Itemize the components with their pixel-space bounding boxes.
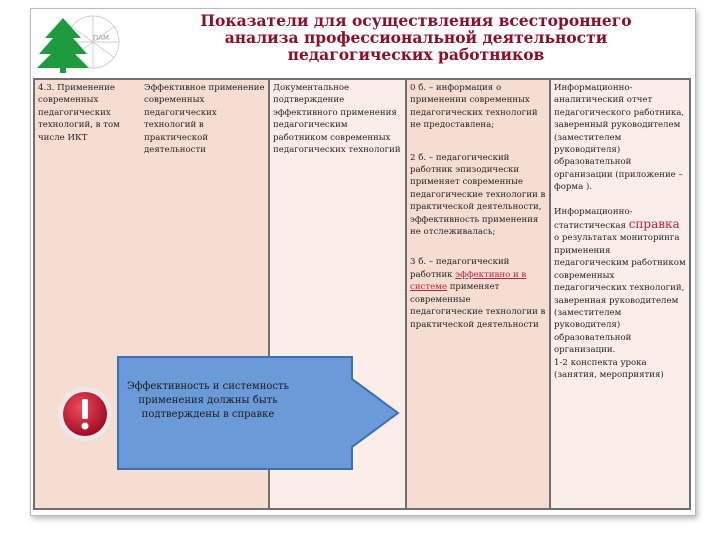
criterion-text: Эффективное применение современных педагогических технологий в практической деятельности <box>144 83 265 156</box>
documents-cell <box>549 80 689 508</box>
title-line-2: анализа профессиональной деятельности <box>224 28 608 47</box>
document-notes-text: 1-2 конспекта урока (занятия, мероприятия) <box>554 357 664 380</box>
scoring-cell <box>405 80 549 508</box>
score-3-text <box>410 256 546 330</box>
callout-text: Эффективность и системность применения должны быть подтверждены в справке <box>127 381 289 420</box>
document-report-text: Информационно-аналитический отчет педагогического работника, заверенный руководителем (заместителем руководителя) образовательной организации (приложение – форма ). <box>554 83 685 193</box>
score-3-post: применяет современные педагогические технологии в практической деятельности <box>410 282 546 330</box>
indicator-text: 4.3. Применение современных педагогических технологий, в том числе ИКТ <box>38 83 120 143</box>
score-3-emphasis: эффективно и в системе <box>410 269 527 293</box>
reference-highlight: справка <box>628 217 680 232</box>
document-reference-head: Информационно-статистическая <box>554 206 633 232</box>
title-line-3: педагогических работников <box>287 45 545 64</box>
page-title <box>148 12 684 63</box>
score-2-text: 2 б. – педагогический работник эпизодически применяет современные педагогические технологии в практической деятельности, эффективность применения не отслеживалась; <box>410 152 546 238</box>
tree-logo-icon <box>33 12 133 74</box>
logo-text: ПАМ <box>93 34 110 42</box>
score-3-pre: 3 б. – педагогический работник <box>410 257 510 280</box>
title-line-1: Показатели для осуществления всестороннего <box>200 11 632 30</box>
document-reference-rest: о результатах мониторинга применения педагогическим работником современных педагогических технологий, заверенная руководителем (заместителем руководителя) образовательной организации. <box>554 233 686 356</box>
warning-icon <box>56 385 114 443</box>
score-0-text: 0 б. – информация о применении современных педагогических технологий не предоставлена; <box>410 83 538 131</box>
document-reference-text <box>554 206 686 357</box>
evidence-text: Документальное подтверждение эффективного применения педагогическим работником современных педагогических технологий <box>273 83 401 156</box>
